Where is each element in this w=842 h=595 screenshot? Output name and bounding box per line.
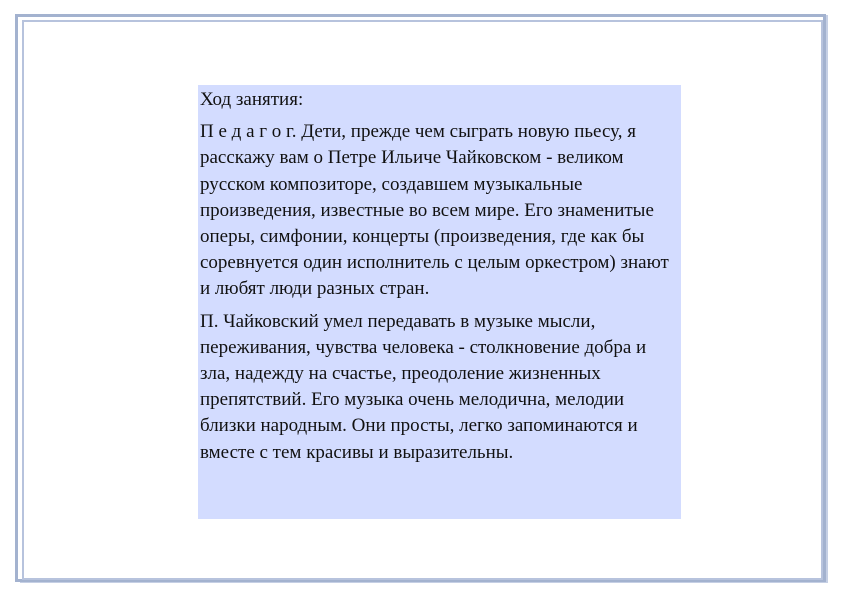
lesson-paragraph-1: П е д а г о г. Дети, прежде чем сыграть новую пьесу, я расскажу вам о Петре Ильиче Чайковском - великом русском композиторе, создавшем музыкальные произведения, известные во всем мире. Его знаменитые оперы, симфонии, концерты (произведения, где как бы соревнуется один исполнитель с целым оркестром) знают и любят люди разных стран. — [200, 121, 669, 300]
lesson-text-box — [198, 85, 681, 519]
lesson-heading: Ход занятия: — [200, 89, 304, 110]
lesson-paragraph-2: П. Чайковский умел передавать в музыке мысли, переживания, чувства человека - столкновение добра и зла, надежду на счастье, преодоление жизненных препятствий. Его музыка очень мелодична, мелодии близки народным. Они просты, легко запоминаются и вместе с тем красивы и выразительны. — [200, 310, 647, 463]
